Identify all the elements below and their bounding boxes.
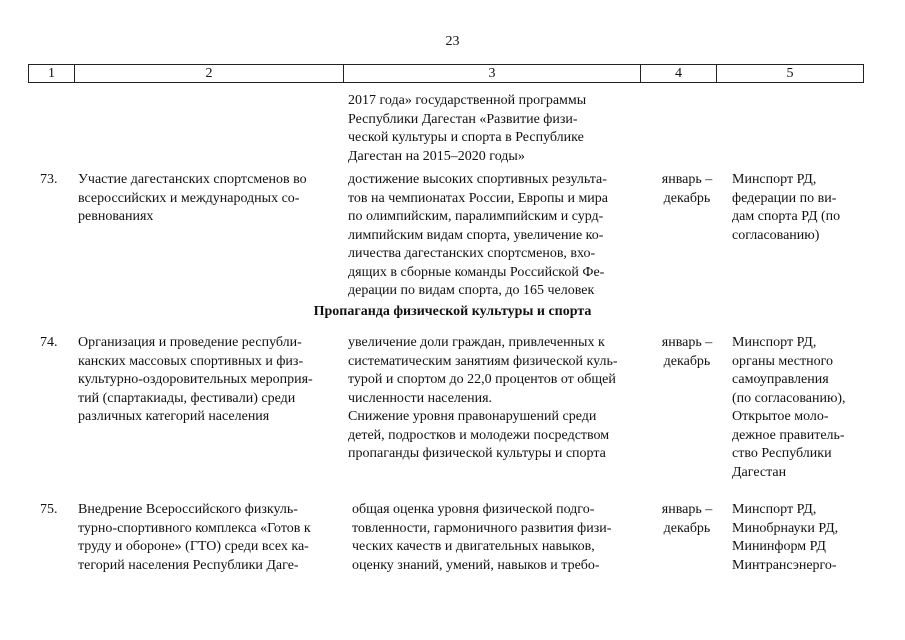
text-line: Снижение уровня правонарушений среди: [348, 409, 597, 424]
text-line: согласованию): [732, 227, 820, 243]
executor-cell: [732, 171, 872, 245]
text-line: декабрь: [663, 190, 711, 206]
result-cell: [348, 171, 640, 301]
text-line: Внедрение Всероссийского физкуль-: [78, 502, 298, 517]
column-number-1: 1: [29, 65, 75, 83]
page-number: 23: [445, 34, 460, 49]
text-line: Дагестан: [732, 464, 787, 480]
text-line: Республики Дагестан «Развитие физи-: [348, 111, 578, 127]
text-line: численности населения.: [348, 390, 493, 406]
text-line: труду и обороне» (ГТО) среди всех ка-: [78, 539, 309, 554]
text-line: ческой культуры и спорта в Республике: [348, 130, 584, 145]
period-cell: [652, 334, 722, 371]
text-line: январь –: [661, 172, 713, 187]
result-cell: [352, 501, 644, 575]
text-line: (по согласованию),: [732, 390, 846, 406]
text-line: тов на чемпионатах России, Европы и мира: [348, 190, 609, 206]
text-line: всероссийских и международных со-: [78, 190, 300, 206]
text-line: январь –: [661, 335, 713, 350]
text-line: ство Республики: [732, 446, 832, 461]
text-line: канских массовых спортивных и физ-: [78, 353, 304, 369]
column-number-4: 4: [641, 65, 717, 83]
text-line: декабрь: [663, 520, 711, 536]
text-line: дящих в сборные команды Российской Фе-: [348, 264, 605, 280]
text-line: декабрь: [663, 353, 711, 369]
text-line: ческих качеств и двигательных навыков,: [352, 539, 595, 554]
text-line: ревнованиях: [78, 209, 154, 224]
text-line: Мининформ РД: [732, 539, 826, 554]
text-line: различных категорий населения: [78, 409, 270, 424]
text-line: достижение высоких спортивных результа-: [348, 172, 607, 187]
text-line: Минспорт РД,: [732, 335, 817, 350]
text-line: дерации по видам спорта, до 165 человек: [348, 283, 595, 298]
text-line: увеличение доли граждан, привлеченных к: [348, 335, 605, 350]
text-line: общая оценка уровня физической подго-: [352, 502, 595, 517]
text-line: 2017 года» государственной программы: [348, 93, 587, 108]
text-line: дежное правитель-: [732, 427, 845, 443]
text-line: тий (спартакиады, фестивали) среди: [78, 390, 296, 406]
text-line: Минтрансэнерго-: [732, 557, 837, 573]
text-line: турой и спортом до 22,0 процентов от общей: [348, 372, 616, 387]
text-line: дам спорта РД (по: [732, 209, 841, 224]
text-line: органы местного: [732, 353, 833, 369]
text-line: Минспорт РД,: [732, 172, 817, 187]
text-line: Минспорт РД,: [732, 502, 817, 517]
text-line: Открытое моло-: [732, 409, 829, 424]
text-line: самоуправления: [732, 372, 829, 387]
row-number: 74.: [40, 335, 58, 350]
column-number-2: 2: [75, 65, 344, 83]
text-line: систематическим занятиям физической куль-: [348, 353, 618, 369]
text-line: Минобрнауки РД,: [732, 520, 839, 536]
text-line: товленности, гармоничного развития физи-: [352, 520, 612, 536]
executor-cell: [732, 334, 872, 482]
column-number-3: 3: [344, 65, 641, 83]
text-line: Дагестан на 2015–2020 годы»: [348, 148, 525, 164]
section-title: Пропаганда физической культуры и спорта: [313, 304, 592, 319]
text-line: культурно-оздоровительных мероприя-: [78, 372, 313, 387]
column-header-row: [28, 64, 864, 83]
period-cell: [652, 171, 722, 208]
result-cell: [348, 334, 644, 464]
text-line: тегорий населения Республики Даге-: [78, 557, 299, 573]
text-line: личества дагестанских спортсменов, вхо-: [348, 246, 596, 261]
event-cell: [78, 334, 336, 427]
row-number: 75.: [40, 502, 58, 517]
event-cell: [78, 171, 336, 227]
text-line: турно-спортивного комплекса «Готов к: [78, 520, 311, 536]
text-line: федерации по ви-: [732, 190, 837, 206]
column-number-5: 5: [717, 65, 864, 83]
continuation-text: [348, 92, 640, 166]
text-line: детей, подростков и молодежи посредством: [348, 427, 610, 443]
text-line: январь –: [661, 502, 713, 517]
row-number: 73.: [40, 172, 58, 187]
text-line: по олимпийским, паралимпийским и сурд-: [348, 209, 604, 224]
event-cell: [78, 501, 336, 575]
text-line: оценку знаний, умений, навыков и требо-: [352, 557, 600, 573]
text-line: лимпийским видам спорта, увеличение ко-: [348, 227, 604, 243]
period-cell: [652, 501, 722, 538]
text-line: Участие дагестанских спортсменов во: [78, 172, 307, 187]
executor-cell: [732, 501, 872, 575]
text-line: Организация и проведение республи-: [78, 335, 302, 350]
text-line: пропаганды физической культуры и спорта: [348, 446, 606, 461]
